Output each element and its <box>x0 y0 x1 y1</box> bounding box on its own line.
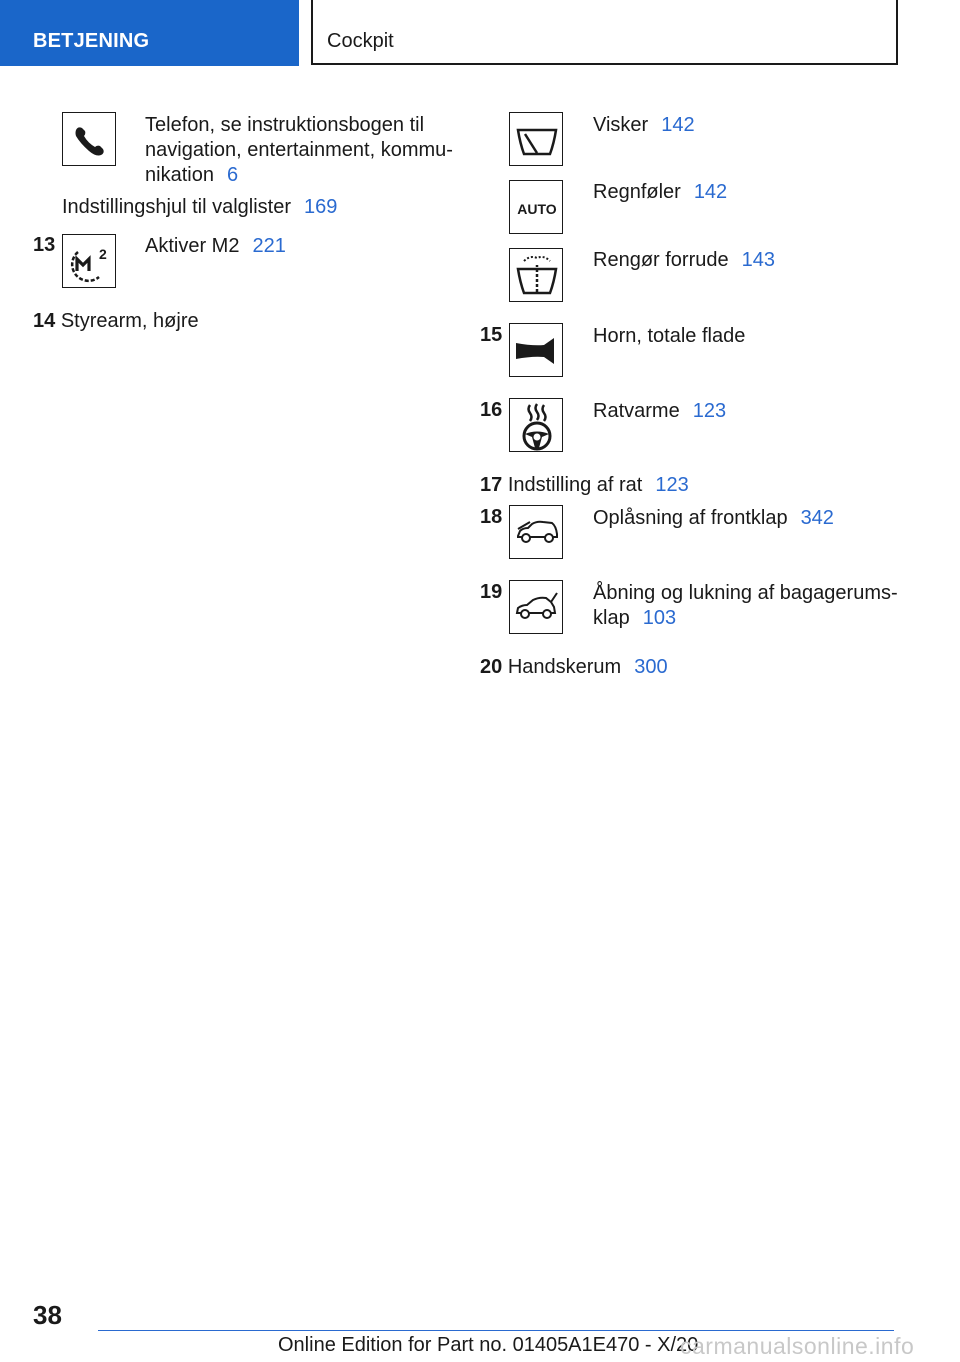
page-ref-link[interactable]: 123 <box>655 474 689 496</box>
washer-text: Rengør forrude 143 <box>593 249 775 271</box>
item19-text: Åbning og lukning af bagagerums- klap 103 <box>593 582 898 629</box>
svg-text:AUTO: AUTO <box>517 201 557 217</box>
svg-text:2: 2 <box>99 246 107 262</box>
item-number: 13 <box>33 234 56 256</box>
trunk-icon <box>509 580 563 634</box>
auto-icon <box>509 180 563 234</box>
page-ref-link[interactable]: 300 <box>634 656 668 678</box>
page-ref-link[interactable]: 169 <box>303 196 338 218</box>
section-tab <box>0 0 299 66</box>
phone-icon <box>62 112 116 166</box>
edition-text: Online Edition for Part no. 01405A1E470 - X/20 <box>278 1334 699 1356</box>
item13-text: Aktiver M2 221 <box>145 235 286 257</box>
front-hood-icon <box>509 505 563 559</box>
item-number: 17 <box>480 474 503 496</box>
chapter-tab <box>311 0 898 65</box>
item-number: 16 <box>480 399 503 421</box>
page-ref-link[interactable]: 142 <box>693 181 728 203</box>
item20-text: 20 Handskerum 300 <box>480 656 668 678</box>
horn-icon <box>509 323 563 377</box>
item16-text: Ratvarme 123 <box>593 400 727 422</box>
item15-text: Horn, totale flade <box>593 325 746 347</box>
phone-text: Telefon, se instruktionsbogen til navigation, entertainment, kommu- nikation 6 <box>145 114 453 186</box>
wiper-text: Visker 142 <box>593 114 695 136</box>
page-ref-link[interactable]: 143 <box>741 249 775 271</box>
page-ref-link[interactable]: 123 <box>692 400 727 422</box>
item17-text: 17 Indstilling af rat 123 <box>480 474 689 496</box>
item-number: 14 <box>33 310 56 332</box>
watermark: carmanualsonline.info <box>680 1333 915 1359</box>
section-title: BETJENING <box>33 30 150 52</box>
item14-text: 14 Styrearm, højre <box>33 310 199 332</box>
item-number: 15 <box>480 324 503 346</box>
item-number: 19 <box>480 581 503 603</box>
item18-text: Oplåsning af frontklap 342 <box>593 507 834 529</box>
rain-sensor-text: Regnføler 142 <box>593 181 728 203</box>
page-ref-link[interactable]: 142 <box>661 114 695 136</box>
page-number: 38 <box>33 1300 62 1330</box>
selector-wheel-text: Indstillingshjul til valglister 169 <box>62 196 338 218</box>
m2-icon <box>62 234 116 288</box>
washer-icon <box>509 248 563 302</box>
item-number: 20 <box>480 656 503 678</box>
heated-wheel-icon <box>509 398 563 452</box>
page-ref-link[interactable]: 221 <box>252 235 286 257</box>
page-ref-link[interactable]: 103 <box>642 607 677 629</box>
wiper-icon <box>509 112 563 166</box>
page-ref-link[interactable]: 6 <box>226 164 239 186</box>
chapter-title: Cockpit <box>327 30 394 52</box>
page-ref-link[interactable]: 342 <box>800 507 834 529</box>
footer-divider <box>98 1330 894 1331</box>
item-number: 18 <box>480 506 503 528</box>
